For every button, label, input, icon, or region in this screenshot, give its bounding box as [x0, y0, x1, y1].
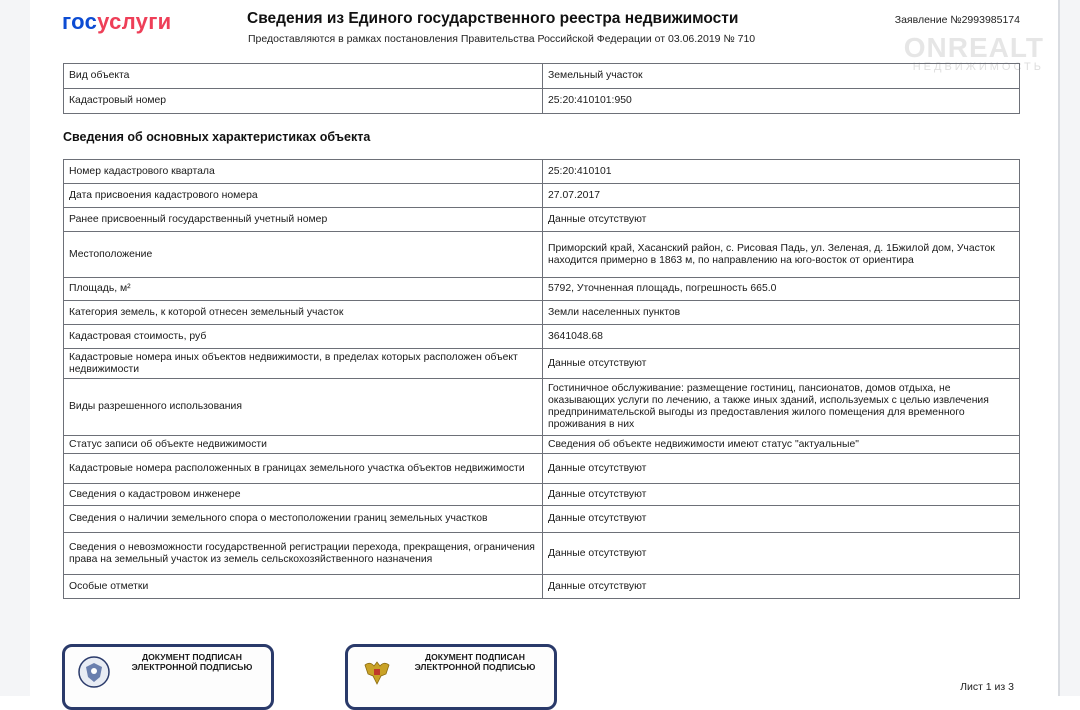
- row-label: Ранее присвоенный государственный учетный номер: [64, 208, 543, 232]
- table-row: [64, 325, 1020, 349]
- page-edge-left: [0, 0, 30, 696]
- row-label: Вид объекта: [64, 64, 543, 89]
- table-row: [64, 533, 1020, 575]
- table-row: [64, 454, 1020, 484]
- table-row: [64, 278, 1020, 301]
- document-subtitle: Предоставляются в рамках постановления Правительства Российской Федерации от 03.06.2019 № 710: [248, 33, 756, 45]
- row-value: Земли населенных пунктов: [543, 301, 1020, 325]
- table-row: [64, 575, 1020, 599]
- row-value: Земельный участок: [543, 64, 1020, 89]
- table-row: [64, 349, 1020, 379]
- row-label: Сведения о наличии земельного спора о местоположении границ земельных участков: [64, 506, 543, 533]
- document-title: Сведения из Единого государственного реестра недвижимости: [247, 10, 739, 27]
- row-value: 25:20:410101: [543, 160, 1020, 184]
- row-label: Номер кадастрового квартала: [64, 160, 543, 184]
- row-value: 5792, Уточненная площадь, погрешность 665.0: [543, 278, 1020, 301]
- page-edge-right: [1058, 0, 1080, 696]
- row-value: Гостиничное обслуживание: размещение гостиниц, пансионатов, домов отдыха, не оказывающих услуги по лечению, а также иных зданий, используемых с целью извлечения предпринимательской выгоды из предоставления жилого помещения для временного проживания в них: [543, 379, 1020, 436]
- row-label: Категория земель, к которой отнесен земельный участок: [64, 301, 543, 325]
- row-label: Местоположение: [64, 232, 543, 278]
- row-value: Приморский край, Хасанский район, с. Рисовая Падь, ул. Зеленая, д. 1Бжилой дом, Участок находится примерно в 1863 м, по направлению на юго-восток от ориентира: [543, 232, 1020, 278]
- table-row: [64, 379, 1020, 436]
- row-value: Данные отсутствуют: [543, 533, 1020, 575]
- table-row: [64, 506, 1020, 533]
- object-info-table: [63, 63, 1020, 114]
- logo-part-uslugi: услуги: [97, 9, 172, 34]
- row-value: Данные отсутствуют: [543, 506, 1020, 533]
- watermark-text: ONREALT: [903, 32, 1044, 63]
- gosuslugi-logo: [62, 9, 172, 35]
- row-label: Статус записи об объекте недвижимости: [64, 436, 543, 454]
- table-row: [64, 160, 1020, 184]
- row-label: Кадастровые номера расположенных в границах земельного участка объектов недвижимости: [64, 454, 543, 484]
- row-value: 25:20:410101:950: [543, 89, 1020, 114]
- table-row: [64, 64, 1020, 89]
- double-headed-eagle-icon: [360, 655, 394, 689]
- row-label: Кадастровый номер: [64, 89, 543, 114]
- row-value: Данные отсутствуют: [543, 208, 1020, 232]
- row-value: Сведения об объекте недвижимости имеют статус "актуальные": [543, 436, 1020, 454]
- row-value: Данные отсутствуют: [543, 575, 1020, 599]
- signature-stamp-2: [345, 644, 557, 710]
- row-label: Кадастровая стоимость, руб: [64, 325, 543, 349]
- row-label: Дата присвоения кадастрового номера: [64, 184, 543, 208]
- row-label: Сведения о кадастровом инженере: [64, 484, 543, 506]
- characteristics-table: [63, 159, 1020, 599]
- row-label: Сведения о невозможности государственной регистрации перехода, прекращения, ограничения права на земельный участок из земель сельскохозяйственного назначения: [64, 533, 543, 575]
- logo-part-gos: гос: [62, 9, 98, 34]
- stamp-2-text: ДОКУМЕНТ ПОДПИСАН ЭЛЕКТРОННОЙ ПОДПИСЬЮ: [414, 652, 536, 672]
- row-value: Данные отсутствуют: [543, 454, 1020, 484]
- table-row: [64, 232, 1020, 278]
- row-label: Особые отметки: [64, 575, 543, 599]
- table-row: [64, 436, 1020, 454]
- coat-of-arms-icon: [77, 655, 111, 689]
- sheet-number: Лист 1 из 3: [960, 681, 1014, 693]
- row-value: 3641048.68: [543, 325, 1020, 349]
- table-row: [64, 184, 1020, 208]
- table-row: [64, 484, 1020, 506]
- signature-stamp-1: [62, 644, 274, 710]
- row-label: Виды разрешенного использования: [64, 379, 543, 436]
- row-value: Данные отсутствуют: [543, 484, 1020, 506]
- section-title: Сведения об основных характеристиках объекта: [63, 130, 371, 144]
- row-value: Данные отсутствуют: [543, 349, 1020, 379]
- application-number: Заявление №2993985174: [894, 14, 1020, 26]
- table-row: [64, 301, 1020, 325]
- watermark-subtext: НЕДВИЖИМОСТЬ: [912, 61, 1044, 73]
- row-value: 27.07.2017: [543, 184, 1020, 208]
- row-label: Площадь, м²: [64, 278, 543, 301]
- stamp-1-text: ДОКУМЕНТ ПОДПИСАН ЭЛЕКТРОННОЙ ПОДПИСЬЮ: [131, 652, 253, 672]
- table-row: [64, 208, 1020, 232]
- table-row: [64, 89, 1020, 114]
- row-label: Кадастровые номера иных объектов недвижимости, в пределах которых расположен объект недвижимости: [64, 349, 543, 379]
